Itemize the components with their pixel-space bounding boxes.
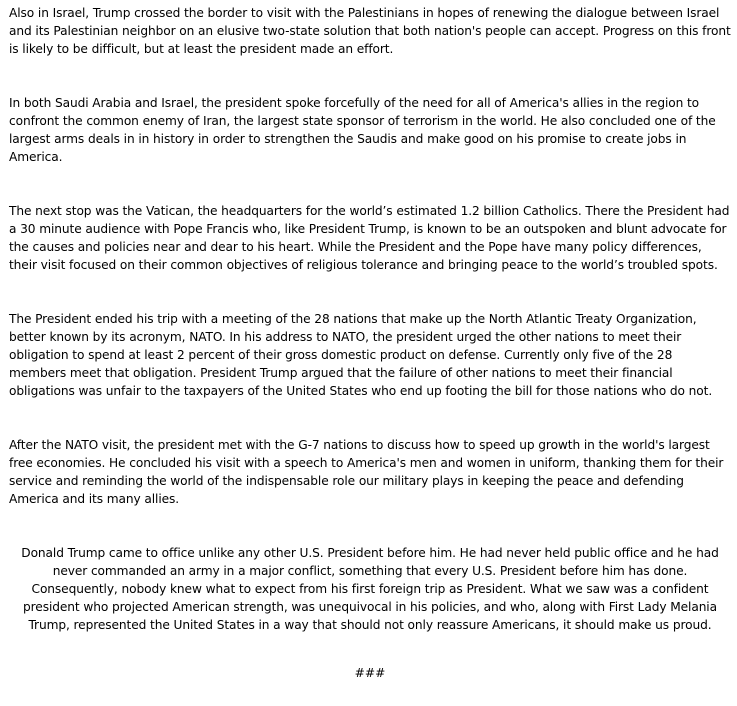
paragraph-israel-palestinians: Also in Israel, Trump crossed the border to visit with the Palestinians in hopes of renewing the dialogue between Israel and its Palestinian neighbor on an elusive two-state solution that both nation's people can accept. Progress on this front is likely to be difficult, but at least the president made an effort.: [9, 6, 731, 56]
paragraph-saudi-israel-iran: In both Saudi Arabia and Israel, the president spoke forcefully of the need for all of America's allies in the region to confront the common enemy of Iran, the largest state sponsor of terrorism in the world. He also concluded one of the largest arms deals in in history in order to strengthen the Saudis and make good on his promise to create jobs in America.: [9, 96, 716, 164]
paragraph-conclusion: Donald Trump came to office unlike any other U.S. President before him. He had never held public office and he had never commanded an army in a major conflict, something that every U.S. President before him has done. Consequently, nobody knew what to expect from his first foreign trip as President. What we saw was a confident president who projected American strength, was unequivocal in his policies, and who, along with First Lady Melania Trump, represented the United States in a way that should not only reassure Americans, it should make us proud.: [21, 546, 719, 632]
end-mark: ###: [354, 666, 386, 680]
paragraph-g7: After the NATO visit, the president met with the G-7 nations to discuss how to speed up growth in the world's largest free economies. He concluded his visit with a speech to America's men and women in uniform, thanking them for their service and reminding the world of the indispensable role our military plays in keeping the peace and defending America and its many allies.: [9, 438, 724, 506]
paragraph-nato: The President ended his trip with a meeting of the 28 nations that make up the North Atlantic Treaty Organization, better known by its acronym, NATO. In his address to NATO, the president urged the other nations to meet their obligation to spend at least 2 percent of their gross domestic product on defense. Currently only five of the 28 members meet that obligation. President Trump argued that the failure of other nations to meet their financial obligations was unfair to the taxpayers of the United States who end up footing the bill for those nations who do not.: [9, 312, 713, 398]
paragraph-vatican: The next stop was the Vatican, the headquarters for the world’s estimated 1.2 billion Catholics. There the President had a 30 minute audience with Pope Francis who, like President Trump, is known to be an outspoken and blunt advocate for the causes and policies near and dear to his heart. While the President and the Pope have many policy differences, their visit focused on their common objectives of religious tolerance and bringing peace to the world’s troubled spots.: [9, 204, 730, 272]
document-body: [9, 4, 731, 682]
